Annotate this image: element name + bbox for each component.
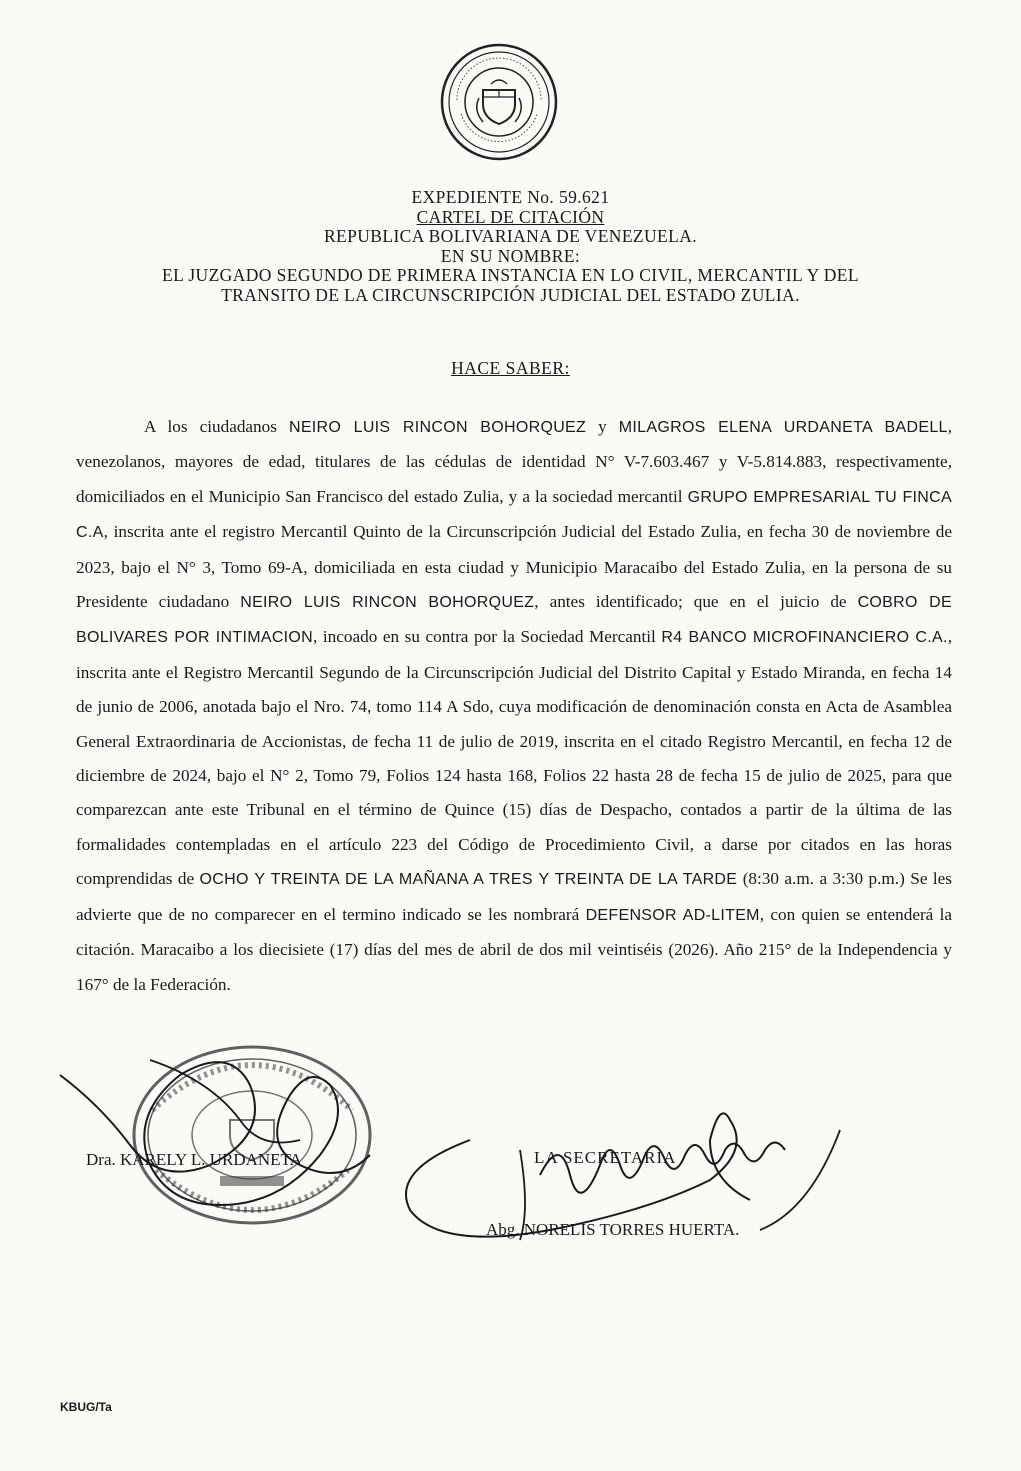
- office-hours: OCHO Y TREINTA DE LA MAÑANA A TRES Y TREINTA DE LA TARDE: [199, 871, 738, 889]
- body-text: A los ciudadanos: [144, 417, 289, 436]
- body-text: , incoado en su contra por la Sociedad Mercantil: [313, 627, 662, 647]
- company-name: GRUPO EMPRESARIAL TU FINCA C.A: [76, 488, 952, 542]
- republica-line: REPUBLICA BOLIVARIANA DE VENEZUELA.: [323, 226, 698, 246]
- body-text: , inscrita ante el Registro Mercantil Segundo de la Circunscripción Judicial del Distrito Capital y Estado Miranda, en fecha 14 de junio de 2006, anotada bajo el Nro. 74, tomo 114 A Sdo, cuya modificación de denominación consta en Acta de Asamblea General Extraordinaria de Accionistas, de fecha 11 de julio de 2019, inscrita en el citado Registro Mercantil, en fecha 12 de diciembre de 2024, bajo el N° 2, Tomo 79, Folios 124 hasta 168, Folios 22 hasta 28 de fecha 15 de julio de 2025, para que comparezcan ante este Tribunal en el término de Quince (15) días de Despacho, contados a partir de la última de las formalidades contempladas en el artículo 223 del Código de Procedimiento Civil, a darse por citados en las horas comprendidas de: [76, 627, 952, 889]
- hace-saber-heading: HACE SABER:: [451, 358, 570, 378]
- en-su-nombre-line: EN SU NOMBRE:: [440, 245, 581, 266]
- body-text: y: [586, 417, 619, 436]
- official-seal-emblem: [439, 40, 559, 164]
- citation-body: [76, 410, 952, 1002]
- body-text: , inscrita ante el registro Mercantil Quinto de la Circunscripción Judicial del Estado Zulia, en fecha 30 de noviembre de 2023, bajo el N° 3, Tomo 69-A, domiciliada en esta ciudad y Municipio Maracaibo del Estado Zulia, en la persona de su Presidente ciudadano: [76, 522, 952, 612]
- secretary-name: Abg. NORELIS TORRES HUERTA.: [486, 1220, 740, 1239]
- case-type: COBRO DE BOLIVARES POR INTIMACION: [76, 594, 953, 647]
- secretary-title: LA SECRETARIA: [534, 1148, 677, 1167]
- juzgado-line-2: TRANSITO DE LA CIRCUNSCRIPCIÓN JUDICIAL DEL ESTADO ZULIA.: [221, 284, 800, 305]
- secretary-signature: [406, 1113, 785, 1236]
- party-name: MILAGROS ELENA URDANETA BADELL: [618, 419, 948, 436]
- expediente-number: EXPEDIENTE No. 59.621: [411, 187, 610, 207]
- party-name: NEIRO LUIS RINCON BOHORQUEZ: [288, 419, 587, 436]
- defensor-ad-litem: DEFENSOR AD-LITEM: [585, 906, 760, 924]
- document-header: [0, 188, 1021, 305]
- body-text: , con quien se entenderá la citación. Maracaibo a los diecisiete (17) días del mes de abril de dos mil veintiséis (2026). Año 215° de la Independencia y 167° de la Federación.: [76, 904, 952, 994]
- body-text: (8:30 a.m. a 3:30 p.m.) Se les advierte que de no comparecer en el termino indicado se les nombrará: [76, 869, 952, 924]
- party-name: NEIRO LUIS RINCON BOHORQUEZ: [240, 594, 535, 612]
- body-text: , antes identificado; que en el juicio de: [534, 592, 858, 612]
- juzgado-line-1: EL JUZGADO SEGUNDO DE PRIMERA INSTANCIA EN LO CIVIL, MERCANTIL Y DEL: [162, 265, 859, 285]
- body-text: , venezolanos, mayores de edad, titulares de las cédulas de identidad N° V-7.603.467 y V-5.814.883, respectivamente, domiciliados en el Municipio San Francisco del estado Zulia, y a la sociedad mercantil: [76, 417, 953, 506]
- court-stamp: [122, 1040, 380, 1230]
- plaintiff-name: R4 BANCO MICROFINANCIERO C.A.: [661, 629, 948, 647]
- cartel-title: CARTEL DE CITACIÓN: [416, 206, 605, 227]
- judge-signature-label: Dra. KARELY L. URDANETA: [86, 1150, 302, 1169]
- typist-initials: KBUG/Ta: [60, 1400, 112, 1414]
